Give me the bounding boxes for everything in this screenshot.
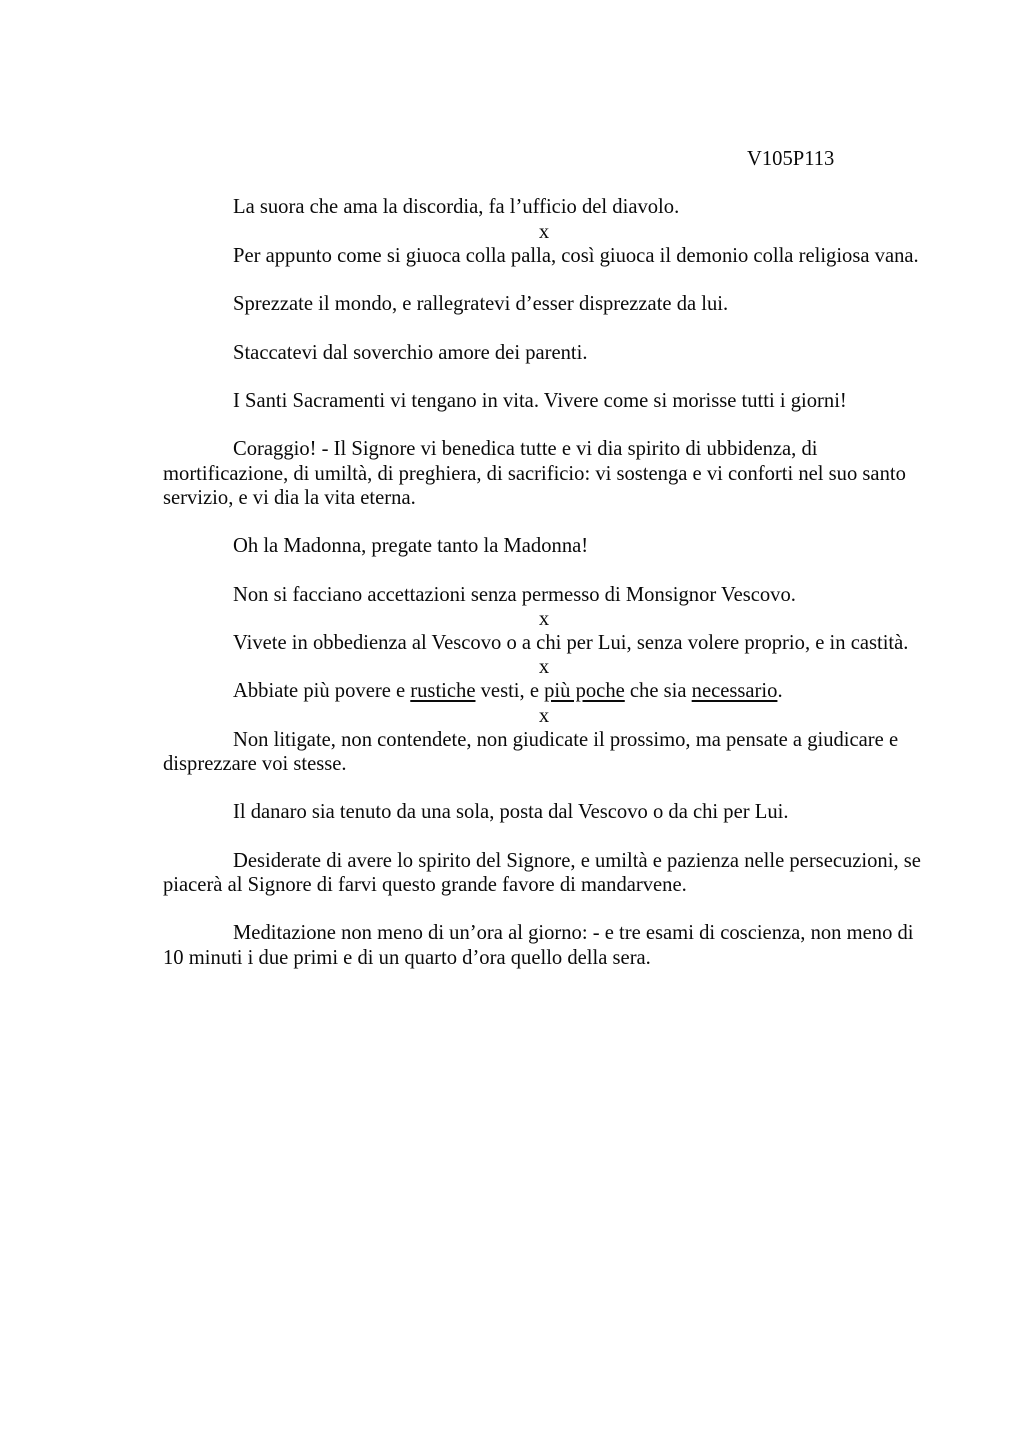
paragraph-accettazioni: Non si facciano accettazioni senza permesso di Monsignor Vescovo. — [233, 583, 796, 606]
underlined-text-necessario: necessario — [691, 680, 778, 703]
document-body — [163, 147, 925, 970]
underlined-text-piu-poche: più poche — [544, 680, 625, 703]
paragraph-coraggio: Coraggio! - Il Signore vi benedica tutte e vi dia spirito di ubbidenza, di mortificazione, di umiltà, di preghiera, di sacrificio: vi sostenga e vi conforti nel suo santo servizio, e vi dia la vita eterna. — [163, 438, 906, 509]
paragraph-mondo: Sprezzate il mondo, e rallegratevi d’esser disprezzate da lui. — [233, 293, 729, 316]
paragraph-litigate: Non litigate, non contendete, non giudicate il prossimo, ma pensate a giudicare e disprezzare voi stesse. — [163, 728, 899, 775]
paragraph-parenti: Staccatevi dal soverchio amore dei parenti. — [233, 341, 588, 364]
text-segment: . — [777, 680, 783, 703]
paragraph-vesti — [163, 679, 925, 703]
text-segment: Abbiate più povere e — [233, 680, 411, 703]
paragraph-danaro: Il danaro sia tenuto da una sola, posta dal Vescovo o da chi per Lui. — [233, 801, 789, 824]
paragraph-discordia: La suora che ama la discordia, fa l’ufficio del diavolo. — [233, 196, 680, 219]
text-segment: che sia — [624, 680, 692, 703]
section-separator-x: x — [538, 220, 550, 243]
section-separator-x: x — [538, 607, 550, 630]
paragraph-palla: Per appunto come si giuoca colla palla, così giuoca il demonio colla religiosa vana. — [233, 244, 919, 267]
page-code: V105P113 — [747, 148, 835, 170]
underlined-text-rustiche: rustiche — [410, 680, 476, 703]
section-separator-x: x — [538, 656, 550, 679]
paragraph-madonna: Oh la Madonna, pregate tanto la Madonna! — [233, 535, 589, 558]
paragraph-obbedienza: Vivete in obbedienza al Vescovo o a chi per Lui, senza volere proprio, e in castità. — [233, 631, 909, 654]
section-separator-x: x — [538, 704, 550, 727]
paragraph-meditazione: Meditazione non meno di un’ora al giorno: - e tre esami di coscienza, non meno di 10 minuti i due primi e di un quarto d’ora quello della sera. — [163, 922, 914, 969]
text-segment: vesti, e — [475, 680, 545, 703]
paragraph-sacramenti: I Santi Sacramenti vi tengano in vita. Vivere come si morisse tutti i giorni! — [233, 389, 847, 412]
paragraph-desiderate: Desiderate di avere lo spirito del Signore, e umiltà e pazienza nelle persecuzioni, se piacerà al Signore di farvi questo grande favore di mandarvene. — [163, 849, 921, 896]
